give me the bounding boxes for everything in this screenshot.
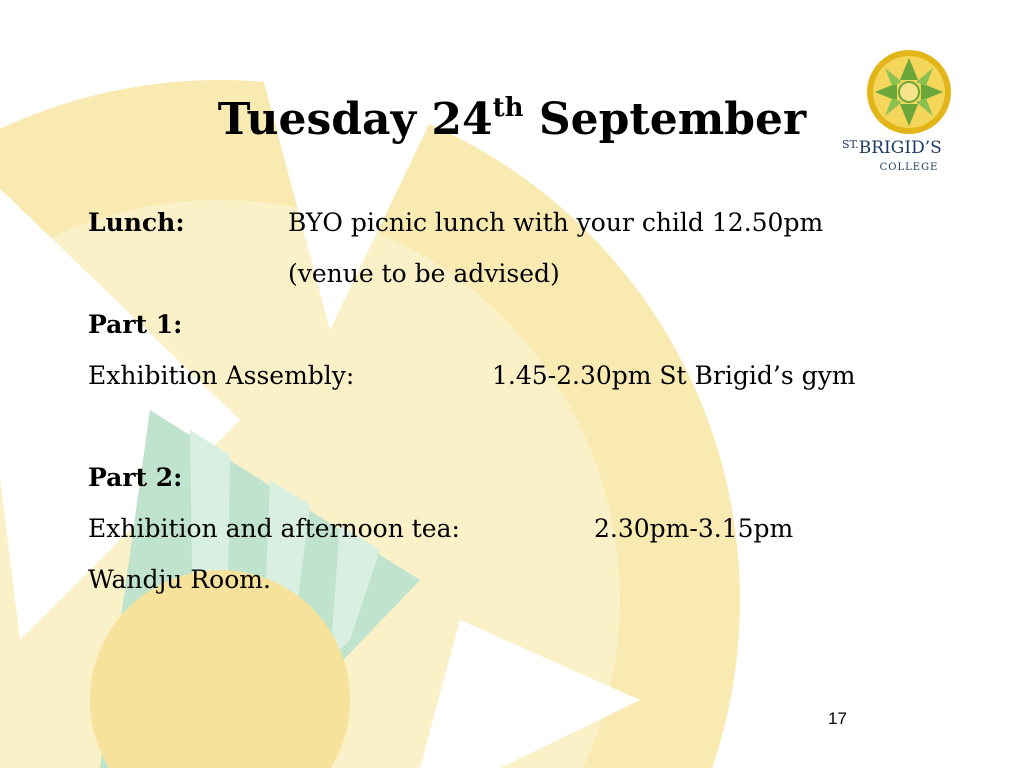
logo-name-text: BRIGID’S: [858, 138, 942, 158]
logo-wordmark: [842, 138, 942, 158]
part1-item: Exhibition Assembly:: [88, 361, 355, 390]
title-text: Tuesday 24: [217, 94, 493, 145]
school-logo: [838, 46, 980, 176]
part2-item: Exhibition and afternoon tea:: [88, 514, 460, 543]
lunch-detail-line2: (venue to be advised): [288, 259, 560, 288]
part1-detail: 1.45-2.30pm St Brigid’s gym: [492, 361, 856, 390]
logo-college-text: COLLEGE: [879, 162, 939, 173]
logo-st-text: ST.: [842, 138, 859, 151]
part1-label: Part 1:: [88, 310, 183, 339]
lunch-detail-line1: BYO picnic lunch with your child 12.50pm: [288, 208, 824, 237]
part2-venue: Wandju Room.: [88, 565, 271, 594]
title-superscript: th: [492, 93, 524, 123]
lunch-label: Lunch:: [88, 208, 185, 237]
title-month: September: [523, 94, 807, 145]
slide-page-number: 17: [828, 709, 847, 728]
part2-label: Part 2:: [88, 463, 183, 492]
school-crest-icon: [838, 46, 980, 138]
part2-detail: 2.30pm-3.15pm: [594, 514, 794, 543]
